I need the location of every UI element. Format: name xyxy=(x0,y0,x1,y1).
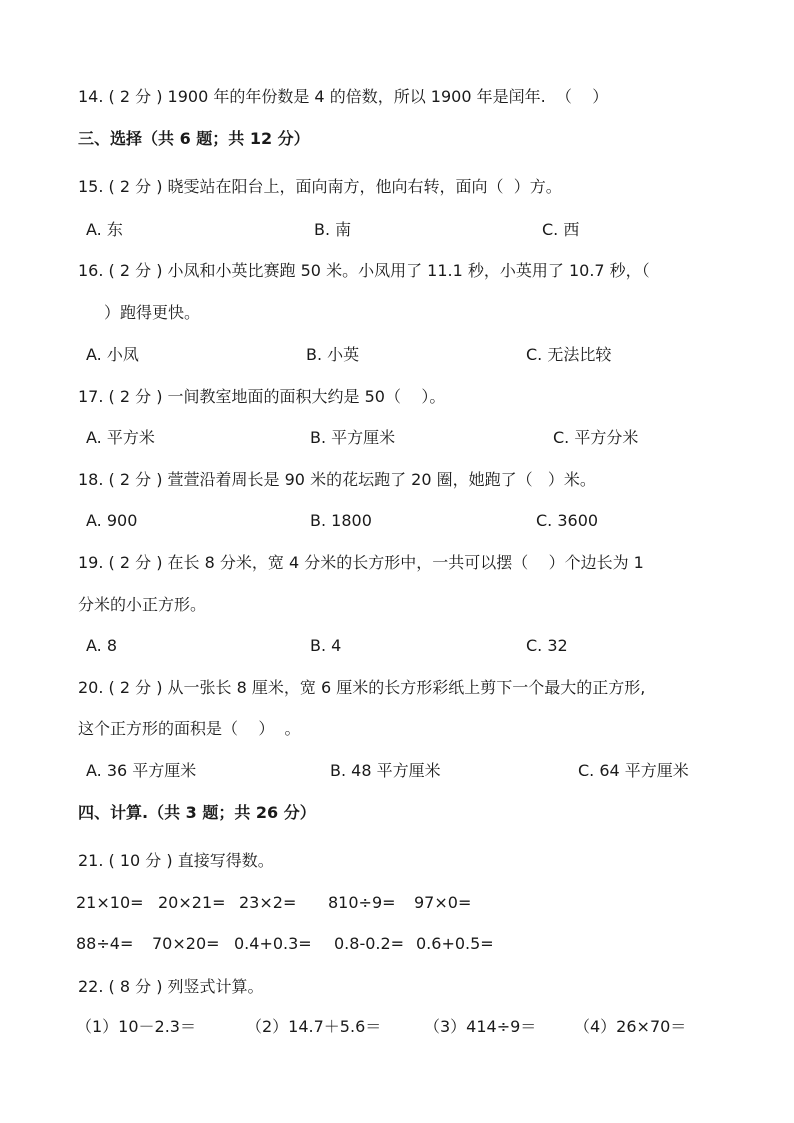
q20-option-b: B. 48 平方厘米 xyxy=(330,761,441,780)
calc-item: 88÷4= xyxy=(76,934,134,953)
q16-option-b: B. 小英 xyxy=(306,345,360,364)
question-18: 18. ( 2 分 ) 萱萱沿着周长是 90 米的花坛跑了 20 圈，她跑了（ ）米。 xyxy=(78,470,596,489)
vertical-calc-item: （2）14.7＋5.6＝ xyxy=(246,1017,382,1036)
question-16-line-1: 16. ( 2 分 ) 小凤和小英比赛跑 50 米。小凤用了 11.1 秒，小英用了 10.7 秒，（ xyxy=(78,261,650,280)
question-14: 14. ( 2 分 ) 1900 年的年份数是 4 的倍数，所以 1900 年是闰年. （ ） xyxy=(78,87,609,106)
section-3-heading: 三、选择（共 6 题；共 12 分） xyxy=(78,129,310,148)
calc-item: 21×10= xyxy=(76,893,144,912)
question-20-line-1: 20. ( 2 分 ) 从一张长 8 厘米，宽 6 厘米的长方形彩纸上剪下一个最大的正方形, xyxy=(78,678,646,697)
q17-option-b: B. 平方厘米 xyxy=(310,428,396,447)
calc-item: 97×0= xyxy=(414,893,472,912)
question-20-line-2: 这个正方形的面积是（ ） 。 xyxy=(78,719,301,738)
question-19-line-1: 19. ( 2 分 ) 在长 8 分米，宽 4 分米的长方形中，一共可以摆（ ）个边长为 1 xyxy=(78,553,644,572)
calc-item: 23×2= xyxy=(239,893,297,912)
q19-option-c: C. 32 xyxy=(526,636,568,655)
calc-item: 70×20= xyxy=(152,934,220,953)
vertical-calc-item: （3）414÷9＝ xyxy=(424,1017,537,1036)
q15-option-b: B. 南 xyxy=(314,220,352,239)
q19-option-b: B. 4 xyxy=(310,636,342,655)
q18-option-b: B. 1800 xyxy=(310,511,372,530)
q17-option-c: C. 平方分米 xyxy=(553,428,639,447)
vertical-calc-item: （4）26×70＝ xyxy=(574,1017,687,1036)
calc-item: 810÷9= xyxy=(328,893,396,912)
q18-option-a: A. 900 xyxy=(86,511,138,530)
question-22: 22. ( 8 分 ) 列竖式计算。 xyxy=(78,977,264,996)
calc-item: 20×21= xyxy=(158,893,226,912)
question-17: 17. ( 2 分 ) 一间教室地面的面积大约是 50（ ）。 xyxy=(78,387,446,406)
q18-option-c: C. 3600 xyxy=(536,511,599,530)
calc-item: 0.4+0.3= xyxy=(234,934,312,953)
question-21: 21. ( 10 分 ) 直接写得数。 xyxy=(78,851,274,870)
calc-item: 0.8-0.2= xyxy=(334,934,405,953)
q17-option-a: A. 平方米 xyxy=(86,428,155,447)
q16-option-c: C. 无法比较 xyxy=(526,345,612,364)
question-16-line-2: ）跑得更快。 xyxy=(104,303,201,322)
question-19-line-2: 分米的小正方形。 xyxy=(78,595,207,614)
section-4-heading: 四、计算.（共 3 题；共 26 分） xyxy=(78,803,316,822)
q15-option-a: A. 东 xyxy=(86,220,123,239)
q16-option-a: A. 小凤 xyxy=(86,345,139,364)
question-15: 15. ( 2 分 ) 晓雯站在阳台上，面向南方，他向右转，面向（ ）方。 xyxy=(78,177,562,196)
calc-item: 0.6+0.5= xyxy=(416,934,494,953)
q19-option-a: A. 8 xyxy=(86,636,118,655)
vertical-calc-item: （1）10－2.3＝ xyxy=(76,1017,196,1036)
q15-option-c: C. 西 xyxy=(542,220,580,239)
q20-option-a: A. 36 平方厘米 xyxy=(86,761,197,780)
q20-option-c: C. 64 平方厘米 xyxy=(578,761,689,780)
